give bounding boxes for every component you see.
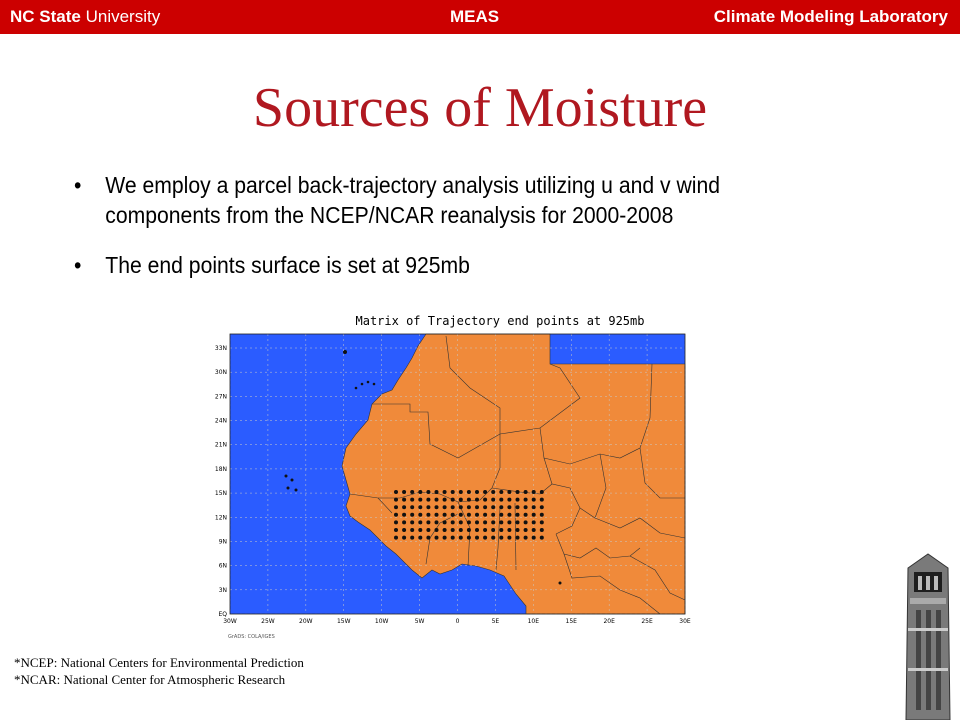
trajectory-end-point [540, 505, 544, 509]
header-bar [0, 0, 960, 34]
trajectory-end-point [507, 490, 511, 494]
trajectory-end-point [524, 490, 528, 494]
trajectory-end-point [435, 498, 439, 502]
trajectory-end-point [459, 513, 463, 517]
department-name: MEAS [450, 7, 500, 26]
trajectory-end-point [516, 498, 520, 502]
bullet-icon: • [74, 172, 82, 198]
trajectory-end-point [483, 528, 487, 532]
trajectory-end-point [507, 536, 511, 540]
trajectory-end-point [435, 536, 439, 540]
footnote-ncar: *NCAR: National Center for Atmospheric Research [14, 672, 286, 687]
trajectory-end-point [491, 513, 495, 517]
trajectory-end-point [467, 490, 471, 494]
trajectory-end-point [402, 513, 406, 517]
trajectory-end-point [475, 498, 479, 502]
trajectory-end-point [491, 505, 495, 509]
trajectory-end-point [532, 520, 536, 524]
trajectory-end-point [418, 505, 422, 509]
trajectory-end-point [483, 520, 487, 524]
trajectory-end-point [540, 520, 544, 524]
trajectory-end-point [435, 490, 439, 494]
trajectory-end-point [475, 513, 479, 517]
trajectory-end-point [507, 498, 511, 502]
trajectory-end-point [410, 536, 414, 540]
trajectory-end-point [394, 490, 398, 494]
trajectory-end-point [499, 528, 503, 532]
trajectory-end-point [410, 490, 414, 494]
longitude-label: 20E [603, 618, 615, 625]
longitude-label: 0 [455, 618, 460, 625]
trajectory-end-point [451, 490, 455, 494]
trajectory-end-point [507, 520, 511, 524]
latitude-label: 12N [214, 514, 227, 522]
trajectory-end-point [532, 513, 536, 517]
trajectory-end-point [394, 536, 398, 540]
trajectory-end-point [435, 528, 439, 532]
trajectory-end-point [459, 536, 463, 540]
trajectory-end-point [418, 490, 422, 494]
trajectory-end-point [451, 513, 455, 517]
trajectory-end-point [426, 536, 430, 540]
trajectory-end-point [532, 536, 536, 540]
latitude-label: 24N [214, 417, 227, 425]
longitude-label: 25E [641, 618, 653, 625]
trajectory-end-point [475, 490, 479, 494]
trajectory-end-point [459, 505, 463, 509]
trajectory-end-point [467, 498, 471, 502]
trajectory-end-point [516, 490, 520, 494]
longitude-label: 30W [223, 618, 237, 625]
latitude-label: 30N [214, 369, 227, 377]
longitude-label: 20W [299, 618, 313, 625]
bullet-item [74, 170, 828, 230]
trajectory-end-point [402, 490, 406, 494]
trajectory-end-point [394, 513, 398, 517]
trajectory-end-point [524, 505, 528, 509]
trajectory-end-point [532, 528, 536, 532]
trajectory-end-point [540, 498, 544, 502]
trajectory-end-point [516, 528, 520, 532]
trajectory-end-point [483, 498, 487, 502]
longitude-label: 30E [679, 618, 691, 625]
longitude-label: 5W [414, 618, 425, 625]
trajectory-end-point [499, 505, 503, 509]
trajectory-end-point [410, 505, 414, 509]
trajectory-end-point [516, 505, 520, 509]
latitude-labels [215, 345, 227, 618]
trajectory-end-point [410, 520, 414, 524]
trajectory-end-point [394, 498, 398, 502]
trajectory-end-point [451, 520, 455, 524]
longitude-label: 10W [374, 618, 389, 625]
trajectory-end-point [418, 513, 422, 517]
longitude-label: 15E [565, 618, 577, 625]
university-name: NC State University [10, 7, 161, 26]
footnote-ncep: *NCEP: National Centers for Environmental Prediction [14, 655, 304, 670]
map-title: Matrix of Trajectory end points at 925mb [355, 314, 645, 328]
trajectory-end-point [475, 520, 479, 524]
trajectory-end-point [418, 498, 422, 502]
latitude-label: 9N [218, 538, 227, 546]
trajectory-end-point [418, 536, 422, 540]
trajectory-end-point [435, 505, 439, 509]
trajectory-end-point [451, 505, 455, 509]
trajectory-end-point [475, 536, 479, 540]
trajectory-end-point [426, 490, 430, 494]
trajectory-end-point [540, 490, 544, 494]
trajectory-end-point [402, 520, 406, 524]
trajectory-end-point [435, 520, 439, 524]
latitude-label: 18N [214, 465, 227, 473]
trajectory-end-point [499, 498, 503, 502]
trajectory-end-point [540, 536, 544, 540]
trajectory-end-point [426, 505, 430, 509]
trajectory-end-point [507, 505, 511, 509]
trajectory-end-point [443, 513, 447, 517]
trajectory-end-point [435, 513, 439, 517]
trajectory-end-point [443, 498, 447, 502]
bullet-icon: • [74, 252, 82, 278]
bullet-text: We employ a parcel back-trajectory analysis utilizing u and v wind components from the NCEP/NCAR reanalysis for 2000-2008 [105, 172, 720, 228]
trajectory-end-point [426, 520, 430, 524]
bullet-item [74, 250, 828, 280]
trajectory-end-point [524, 513, 528, 517]
trajectory-end-point [516, 513, 520, 517]
trajectory-end-point [402, 505, 406, 509]
trajectory-end-point [426, 528, 430, 532]
trajectory-end-point [491, 498, 495, 502]
trajectory-end-point [459, 528, 463, 532]
trajectory-end-point [443, 528, 447, 532]
latitude-label: EQ [218, 611, 227, 618]
trajectory-end-point [524, 536, 528, 540]
trajectory-end-point [540, 513, 544, 517]
trajectory-end-point [467, 528, 471, 532]
trajectory-end-point [402, 498, 406, 502]
trajectory-end-point [475, 528, 479, 532]
trajectory-end-point [410, 528, 414, 532]
trajectory-end-point [443, 520, 447, 524]
trajectory-end-point [524, 498, 528, 502]
trajectory-end-point [483, 513, 487, 517]
trajectory-end-point [491, 528, 495, 532]
trajectory-end-point [499, 536, 503, 540]
trajectory-end-point [459, 498, 463, 502]
trajectory-end-point [491, 536, 495, 540]
longitude-labels [223, 618, 691, 625]
footnotes [14, 654, 304, 688]
trajectory-end-point [524, 528, 528, 532]
latitude-label: 27N [214, 393, 227, 401]
trajectory-end-point [491, 520, 495, 524]
lab-name: Climate Modeling Laboratory [713, 7, 948, 26]
trajectory-end-point [394, 505, 398, 509]
map-credit: GrADS: COLA/IGES [228, 634, 275, 640]
trajectory-end-point [499, 513, 503, 517]
longitude-label: 15W [336, 618, 351, 625]
trajectory-end-point [451, 498, 455, 502]
latitude-label: 21N [214, 441, 227, 449]
trajectory-end-point [467, 505, 471, 509]
trajectory-end-point [491, 490, 495, 494]
trajectory-end-point [426, 513, 430, 517]
trajectory-end-point [410, 498, 414, 502]
trajectory-end-point [443, 505, 447, 509]
longitude-label: 25W [261, 618, 275, 625]
trajectory-end-point [467, 513, 471, 517]
trajectory-end-point [532, 490, 536, 494]
trajectory-end-point [524, 520, 528, 524]
trajectory-end-point [459, 520, 463, 524]
longitude-label: 10E [527, 618, 540, 625]
trajectory-end-point [402, 536, 406, 540]
trajectory-end-point [443, 490, 447, 494]
trajectory-end-point [451, 536, 455, 540]
trajectory-end-point [418, 528, 422, 532]
trajectory-end-point [516, 520, 520, 524]
trajectory-end-point [499, 520, 503, 524]
longitude-label: 5E [491, 618, 500, 625]
trajectory-map [200, 308, 700, 648]
trajectory-end-point [540, 528, 544, 532]
trajectory-end-point [483, 490, 487, 494]
trajectory-end-point [467, 520, 471, 524]
trajectory-end-point [507, 513, 511, 517]
slide-title: Sources of Moisture [252, 77, 708, 139]
trajectory-end-point [532, 498, 536, 502]
trajectory-end-point [483, 505, 487, 509]
trajectory-end-point [402, 528, 406, 532]
trajectory-end-point [443, 536, 447, 540]
trajectory-end-point [394, 520, 398, 524]
trajectory-end-point [418, 520, 422, 524]
latitude-label: 6N [218, 562, 227, 570]
trajectory-end-point [467, 536, 471, 540]
trajectory-end-point [394, 528, 398, 532]
trajectory-end-point [483, 536, 487, 540]
latitude-label: 3N [218, 586, 227, 594]
trajectory-end-point [410, 513, 414, 517]
bell-tower-logo [888, 548, 960, 720]
trajectory-end-point [475, 505, 479, 509]
trajectory-end-point [499, 490, 503, 494]
trajectory-end-point [516, 536, 520, 540]
trajectory-end-point [426, 498, 430, 502]
bullet-list [74, 170, 894, 300]
trajectory-end-point [532, 505, 536, 509]
bullet-text: The end points surface is set at 925mb [105, 252, 470, 278]
trajectory-end-point [507, 528, 511, 532]
latitude-label: 33N [214, 345, 227, 352]
trajectory-end-point [459, 490, 463, 494]
trajectory-end-point [451, 528, 455, 532]
latitude-label: 15N [214, 490, 227, 498]
